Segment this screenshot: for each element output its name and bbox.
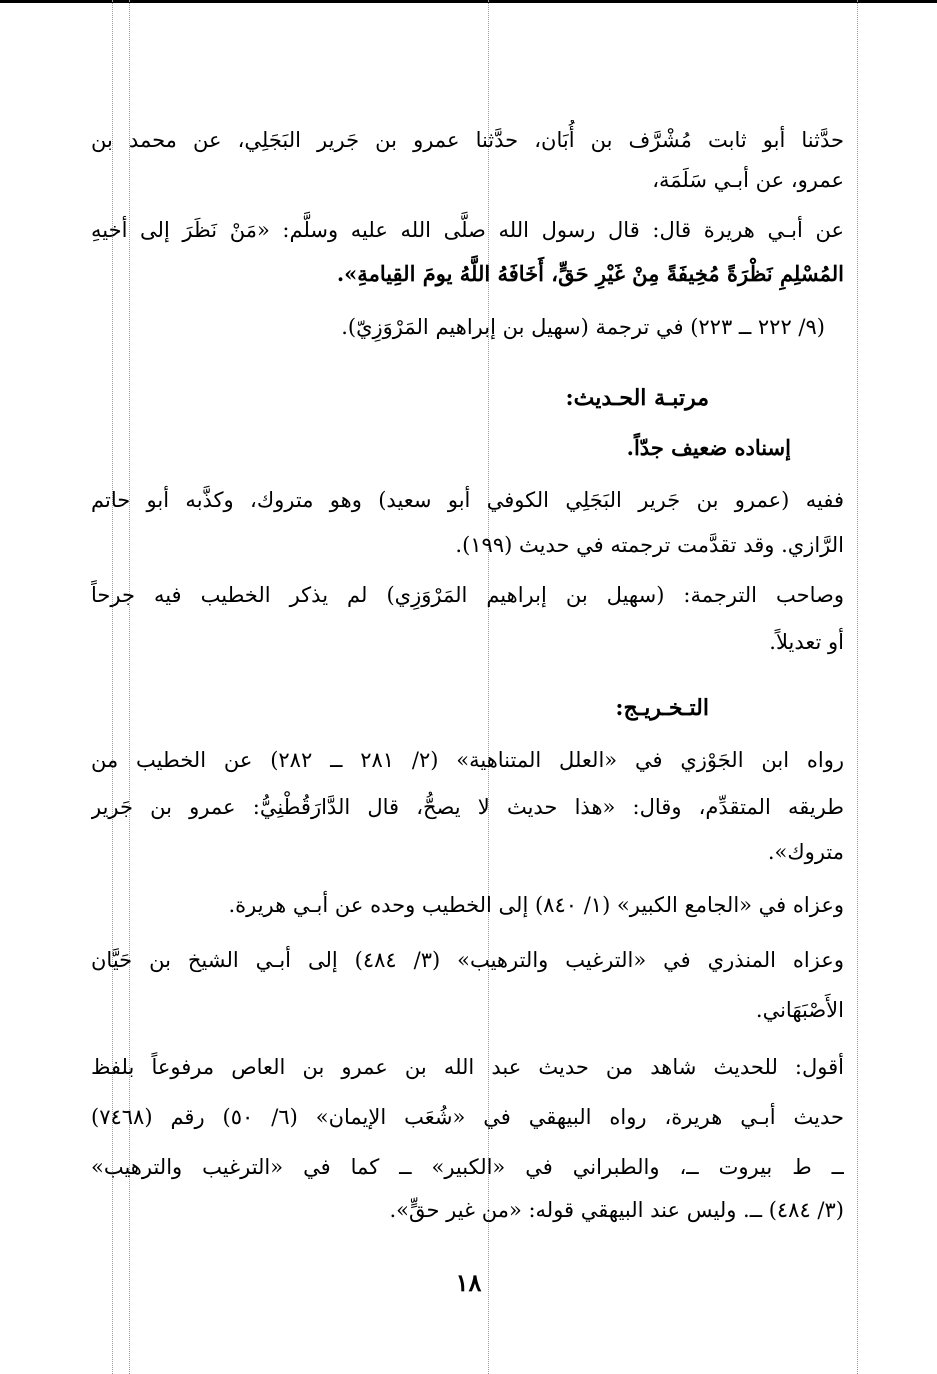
- grade-paragraph-line: ففيه (عمرو بن جَرير البَجَلِي الكوفي أبو سعيد) وهو متروك، وكذَّبه أبو حاتم: [91, 488, 844, 512]
- grade-paragraph-line: أو تعديلاً.: [769, 630, 844, 654]
- hadith-line: المُسْلِمِ نَظْرَةً مُخِيفَةً مِنْ غَيْرِ حَقٍّ، أَخَافَهُ اللَّهُ يومَ القِيامةِ».: [336, 261, 844, 286]
- comment-line: حديث أبـي هريرة، رواه البيهقي في «شُعَب الإيمان» (٦/ ٥٠) رقم (٧٤٦٨): [91, 1105, 844, 1129]
- comment-line: أقول: للحديث شاهد من حديث عبد الله بن عمرو بن العاص مرفوعاً بلفظ: [91, 1055, 844, 1079]
- takhrij-paragraph-line: متروك».: [767, 840, 844, 864]
- page-number: ١٨: [455, 1268, 482, 1297]
- grade-heading: مرتبـة الحـديث:: [565, 385, 709, 411]
- hadith-line: عن أبـي هريرة قال: قال رسول الله صلَّى الله عليه وسلَّم: «مَنْ نَظَرَ إلى أخيهِ: [91, 218, 844, 242]
- top-border: [0, 0, 937, 3]
- grade-paragraph-line: وصاحب الترجمة: (سهيل بن إبراهيم المَرْوَزِي) لم يذكر الخطيب فيه جرحاً: [91, 583, 844, 607]
- isnad-line: حدَّثنا أبو ثابت مُشْرَّف بن أُبَان، حدَّثنا عمرو بن جَرير البَجَلِي، عن محمد بن: [91, 128, 844, 152]
- takhrij-paragraph-line: وعزاه في «الجامع الكبير» (١/ ٨٤٠) إلى الخطيب وحده عن أبـي هريرة.: [228, 893, 844, 917]
- takhrij-paragraph-line: طريقه المتقدِّم، وقال: «هذا حديث لا يصحُّ، قال الدَّارَقُطْنِيُّ: عمرو بن جَرير: [91, 795, 844, 819]
- isnad-line: عمرو، عن أبـي سَلَمَة،: [652, 168, 844, 192]
- takhrij-heading: التـخـريـج:: [615, 695, 709, 721]
- comment-line: ــ ط بيروت ــ، والطبراني في «الكبير» ــ كما في «الترغيب والترهيب»: [91, 1155, 844, 1179]
- source-reference: (٩/ ٢٢٢ ــ ٢٢٣) في ترجمة (سهيل بن إبراهيم المَرْوَزِيّ).: [341, 315, 825, 339]
- grade-paragraph-line: الرَّازي. وقد تقدَّمت ترجمته في حديث (١٩٩).: [455, 533, 844, 557]
- takhrij-paragraph-line: الأَصْبَهَاني.: [755, 998, 844, 1022]
- comment-line: (٣/ ٤٨٤) ــ. وليس عند البيهقي قوله: «من غير حقٍّ».: [389, 1198, 844, 1222]
- grade-verdict: إسناده ضعيف جدّاً.: [626, 435, 791, 460]
- takhrij-paragraph-line: رواه ابن الجَوْزي في «العلل المتناهية» (٢/ ٢٨١ ــ ٢٨٢) عن الخطيب من: [91, 748, 844, 772]
- takhrij-paragraph-line: وعزاه المنذري في «الترغيب والترهيب» (٣/ ٤٨٤) إلى أبـي الشيخ بن حَيَّان: [91, 948, 844, 972]
- scan-guide-line: [857, 0, 858, 1374]
